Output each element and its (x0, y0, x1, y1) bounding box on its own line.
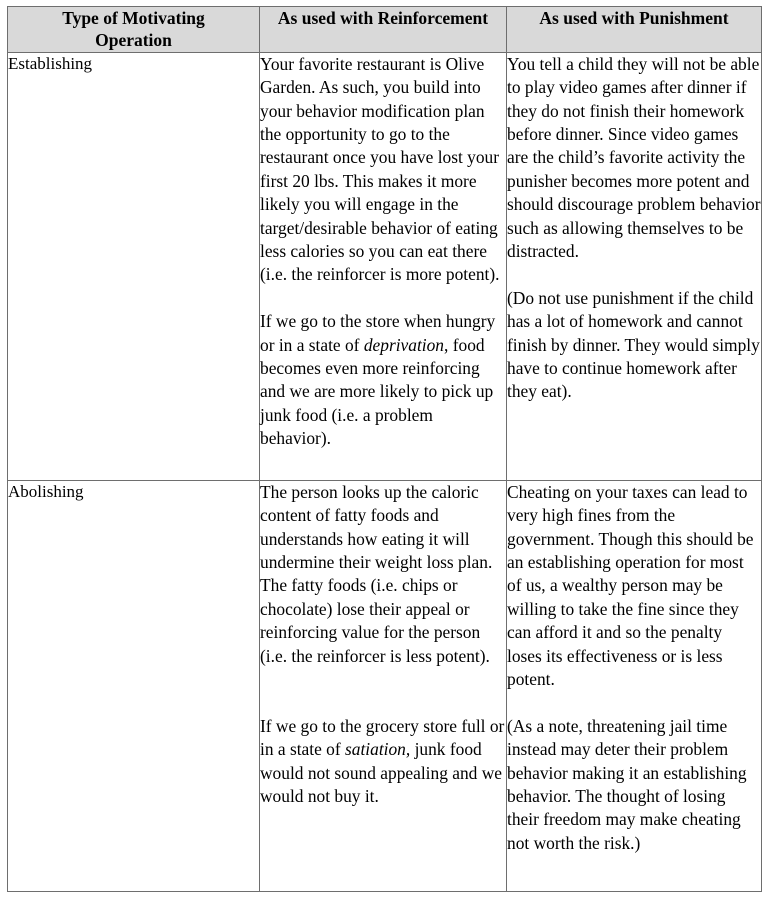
paragraph-2 (260, 715, 506, 809)
cell-operation-type-establishing: Establishing (8, 52, 260, 480)
cell-operation-type-abolishing: Abolishing (8, 480, 260, 891)
text-before-emphasis: If we go to the grocery store full or in a state of (260, 715, 505, 760)
table-row-abolishing (8, 480, 762, 891)
cell-establishing-punishment (507, 52, 762, 480)
header-line-2: Operation (95, 30, 172, 51)
text-after-emphasis: , food becomes even more reinforcing and we are more likely to pick up junk food (i.e. a problem behavior). (260, 334, 494, 449)
emphasis-deprivation: deprivation (363, 334, 445, 355)
motivating-operations-table (7, 6, 762, 892)
header-line-1: Type of Motivating (62, 8, 205, 28)
text-before-emphasis: If we go to the store when hungry or in a state of (260, 311, 496, 355)
paragraph-1: Cheating on your taxes can lead to very high fines from the government. Though this should be an establishing operation for most of us, a wealthy person may be willing to take the fine since they can afford it and so the penalty loses its effectiveness or is less potent. (507, 481, 754, 690)
paragraph-2 (260, 310, 506, 450)
paragraph-1: You tell a child they will not be able to play video games after dinner if they do not finish their homework before dinner. Since video games are the child’s favorite activity the punisher becomes more potent and should discourage problem behavior such as allowing themselves to be distracted. (507, 53, 761, 262)
column-header-as-used-with-reinforcement: As used with Reinforcement (260, 7, 507, 53)
cell-abolishing-punishment (507, 480, 762, 891)
table-body (8, 52, 762, 891)
column-header-as-used-with-punishment: As used with Punishment (507, 7, 762, 53)
paragraph-1: The person looks up the caloric content of fatty foods and understands how eating it will undermine their weight loss plan. The fatty foods (i.e. chips or chocolate) lose their appeal or reinforcing value for the person (i.e. the reinforcer is less potent). (260, 481, 493, 666)
emphasis-satiation: satiation, (345, 739, 411, 760)
paragraph-2: (As a note, threatening jail time instead may deter their problem behavior making it an establishing behavior. The thought of losing their freedom may make cheating not worth the risk.) (507, 715, 747, 853)
paragraph-1: Your favorite restaurant is Olive Garden. As such, you build into your behavior modification plan the opportunity to go to the restaurant once you have lost your first 20 lbs. This makes it more likely you will engage in the target/desirable behavior of eating less calories so you can eat there (i.e. the reinforcer is more potent). (260, 53, 500, 285)
column-header-type-of-motivating-operation (8, 7, 260, 53)
text-after-emphasis: junk food would not sound appealing and we would not buy it. (260, 739, 502, 807)
header-row (8, 7, 762, 53)
table-row-establishing (8, 52, 762, 480)
cell-establishing-reinforcement (260, 52, 507, 480)
cell-abolishing-reinforcement (260, 480, 507, 891)
table-header (8, 7, 762, 53)
paragraph-2: (Do not use punishment if the child has a lot of homework and cannot finish by dinner. They would simply have to continue homework after they eat). (507, 287, 760, 402)
